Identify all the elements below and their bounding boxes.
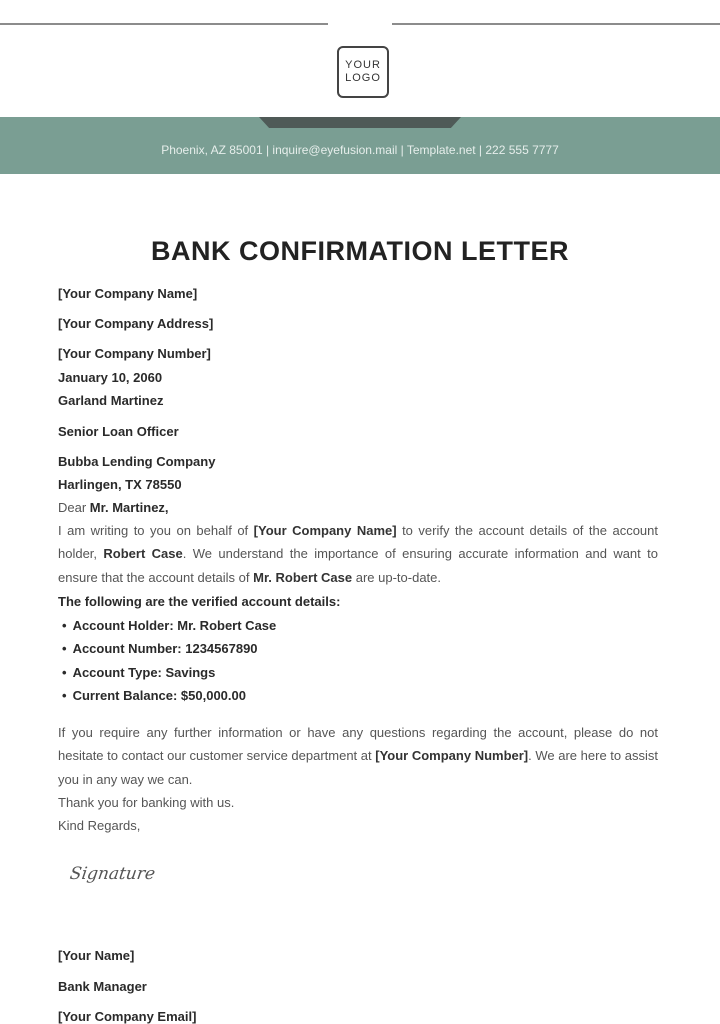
detail-account-holder: • Account Holder: Mr. Robert Case [62, 614, 276, 637]
closing-bold-number: [Your Company Number] [375, 748, 529, 764]
sender-company-address: [Your Company Address] [58, 316, 214, 331]
contact-band-tab [259, 117, 461, 128]
greeting [58, 500, 169, 515]
sender-company-name: [Your Company Name] [58, 286, 198, 301]
intro-text-3: . We understand the importance of ensuring accurate information and want to ensure that the account details of [58, 546, 658, 585]
intro-paragraph [58, 519, 658, 589]
detail-account-number: • Account Number: 1234567890 [62, 637, 276, 660]
detail-account-type: • Account Type: Savings [62, 661, 276, 684]
intro-bold-holder: Robert Case [103, 546, 183, 562]
header-divider-left [0, 23, 328, 25]
letter-title: BANK CONFIRMATION LETTER [151, 236, 569, 266]
details-heading: The following are the verified account details: [58, 594, 341, 609]
recipient-name: Garland Martinez [58, 393, 164, 408]
intro-bold-company: [Your Company Name] [253, 523, 397, 538]
closing-text-2: . We are here to assist you in any way we can. [58, 748, 658, 787]
greeting-prefix: Dear [58, 500, 90, 515]
logo-line-2: LOGO [345, 72, 381, 84]
signer-name: [Your Name] [58, 948, 135, 963]
intro-text-2: to verify the account details of the account holder, [58, 523, 658, 562]
header-divider-right [392, 23, 720, 25]
thanks-line: Thank you for banking with us. [58, 795, 235, 810]
signer-title: Bank Manager [58, 979, 147, 994]
contact-info: Phoenix, AZ 85001 | inquire@eyefusion.mail | Template.net | 222 555 7777 [161, 143, 559, 157]
company-logo [337, 46, 389, 98]
closing-paragraph [58, 721, 658, 791]
greeting-name: Mr. Martinez, [89, 500, 169, 515]
closing-text-1: If you require any further information or have any questions regarding the account, please do not hesitate to contact our customer service department at [58, 725, 658, 764]
signature: Signature [68, 864, 157, 884]
intro-bold-mr-case: Mr. Robert Case [253, 569, 353, 585]
logo-line-1: YOUR [345, 59, 381, 71]
detail-current-balance: • Current Balance: $50,000.00 [62, 684, 276, 707]
intro-text-1: I am writing to you on behalf of [58, 523, 254, 538]
sender-company-number: [Your Company Number] [58, 346, 211, 361]
recipient-title: Senior Loan Officer [58, 424, 179, 439]
sign-off: Kind Regards, [58, 818, 141, 833]
signer-email: [Your Company Email] [58, 1009, 197, 1024]
recipient-city: Harlingen, TX 78550 [58, 477, 182, 492]
account-details-list [62, 614, 276, 707]
recipient-company: Bubba Lending Company [58, 454, 216, 469]
intro-text-4: are up-to-date. [352, 569, 442, 585]
letter-date: January 10, 2060 [58, 370, 163, 385]
